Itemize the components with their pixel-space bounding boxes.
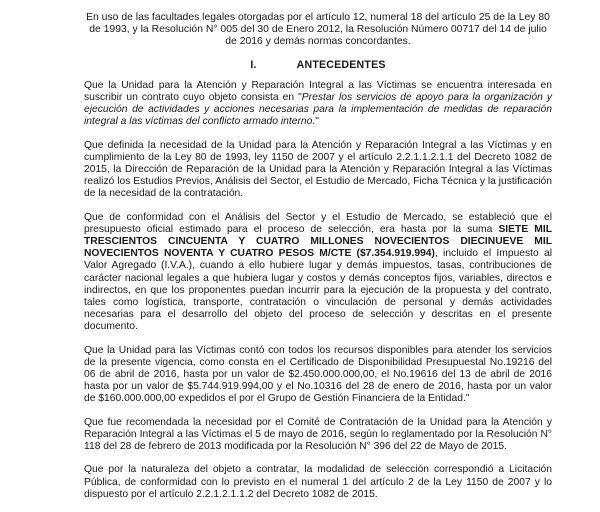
paragraph-object bbox=[84, 80, 552, 129]
paragraph-budget bbox=[84, 212, 552, 334]
paragraph-object-italic: Prestar los servicios de apoyo para la organización y ejecución de actividades y acciones necesarias para la implementación de medidas de reparación integral a las víctimas del conflicto armado interno. bbox=[84, 92, 552, 128]
section-title: ANTECEDENTES bbox=[296, 58, 386, 71]
preamble-text: En uso de las facultades legales otorgadas por el artículo 12, numeral 18 del artículo 25 de la Ley 80 de 1993, y la Resolución N° 005 del 30 de Enero 2012, la Resolución Número 00717 del 14 de julio de 2016 y demás normas concordantes. bbox=[86, 12, 550, 48]
paragraph-modality: Que por la naturaleza del objeto a contratar, la modalidad de selección correspondió a Licitación Pública, de conformidad con lo previsto en el numeral 1 del artículo 2 de la Ley 1150 de 2007 y lo dispuesto por el artículo 2.2.1.2.1.1.2 del Decreto 1082 de 2015. bbox=[84, 464, 552, 500]
paragraph-resources: Que la Unidad para las Víctimas contó con todos los recursos disponibles para atender los servicios de la presente vigencia, como consta en el Certificado de Disponibilidad Presupuestal No.19216 del 06 de abril de 2016, hasta por un valor de $2.450.000.000,00, el No.19616 del 13 de abril de 2016 hasta por un valor de $5.744.919.994,00 y el No.10316 del 28 de enero de 2016, hasta por un valor de $160.000.000,00 expedidos el por el Grupo de Gestión Financiera de la Entidad." bbox=[84, 344, 552, 405]
paragraph-object-intro: Que la Unidad para la Atención y Reparación Integral a las Víctimas se encuentra interesada en suscribir un contrato cuyo objeto consista en " bbox=[84, 79, 552, 104]
paragraph-object-close: " bbox=[315, 116, 319, 128]
paragraph-budget-amount: SIETE MIL TRESCIENTOS CINCUENTA Y CUATRO MILLONES NOVECIENTOS DIECINUEVE MIL NOVECIENTOS NOVENTA Y CUATRO PESOS M/CTE ($7.354.919.994) bbox=[84, 223, 552, 260]
paragraph-need: Que definida la necesidad de la Unidad para la Atención y Reparación Integral a las Víctimas y en cumplimiento de la Ley 80 de 1993, ley 1150 de 2007 y el artículo 2.2.1.1.2.1.1 del Decreto 1082 de 2015, la Dirección de Reparación de la Unidad para la Atención y Reparación Integral a las Víctimas realizó los Estudios Previos, Análisis del Sector, el Estudio de Mercado, Ficha Técnica y la justificación de la necesidad de la contratación. bbox=[84, 139, 552, 200]
paragraph-budget-rest: , incluido el Impuesto al Valor Agregado (I.V.A.), cuando a ello hubiere lugar y demás impuestos, tasas, contribuciones de carácter nacional legales a que hubiera lugar y costos y demás conceptos fijos, variables, directos e indirectos, en que los proponentes puedan incurrir para la ejecución de la propuesta y del contrato, tales como logística, transporte, contratación o vinculación de personal y demás actividades necesarias para el desarrollo del objeto del proceso de selección y descritas en el presente documento. bbox=[84, 248, 552, 333]
section-number: I. bbox=[250, 58, 257, 71]
section-heading bbox=[84, 59, 552, 71]
paragraph-committee: Que fue recomendada la necesidad por el Comité de Contratación de la Unidad para la Atención y Reparación Integral a las Víctimas el 5 de mayo de 2016, según lo reglamentado por la Resolución N° 118 del 28 de febrero de 2013 modificada por la Resolución N° 396 del 22 de Mayo de 2015. bbox=[84, 416, 552, 453]
paragraph-budget-intro: Que de conformidad con el Análisis del Sector y el Estudio de Mercado, se estableció que el presupuesto oficial estimado para el proceso de selección, era hasta por la suma bbox=[84, 211, 552, 235]
document-page bbox=[0, 12, 600, 512]
